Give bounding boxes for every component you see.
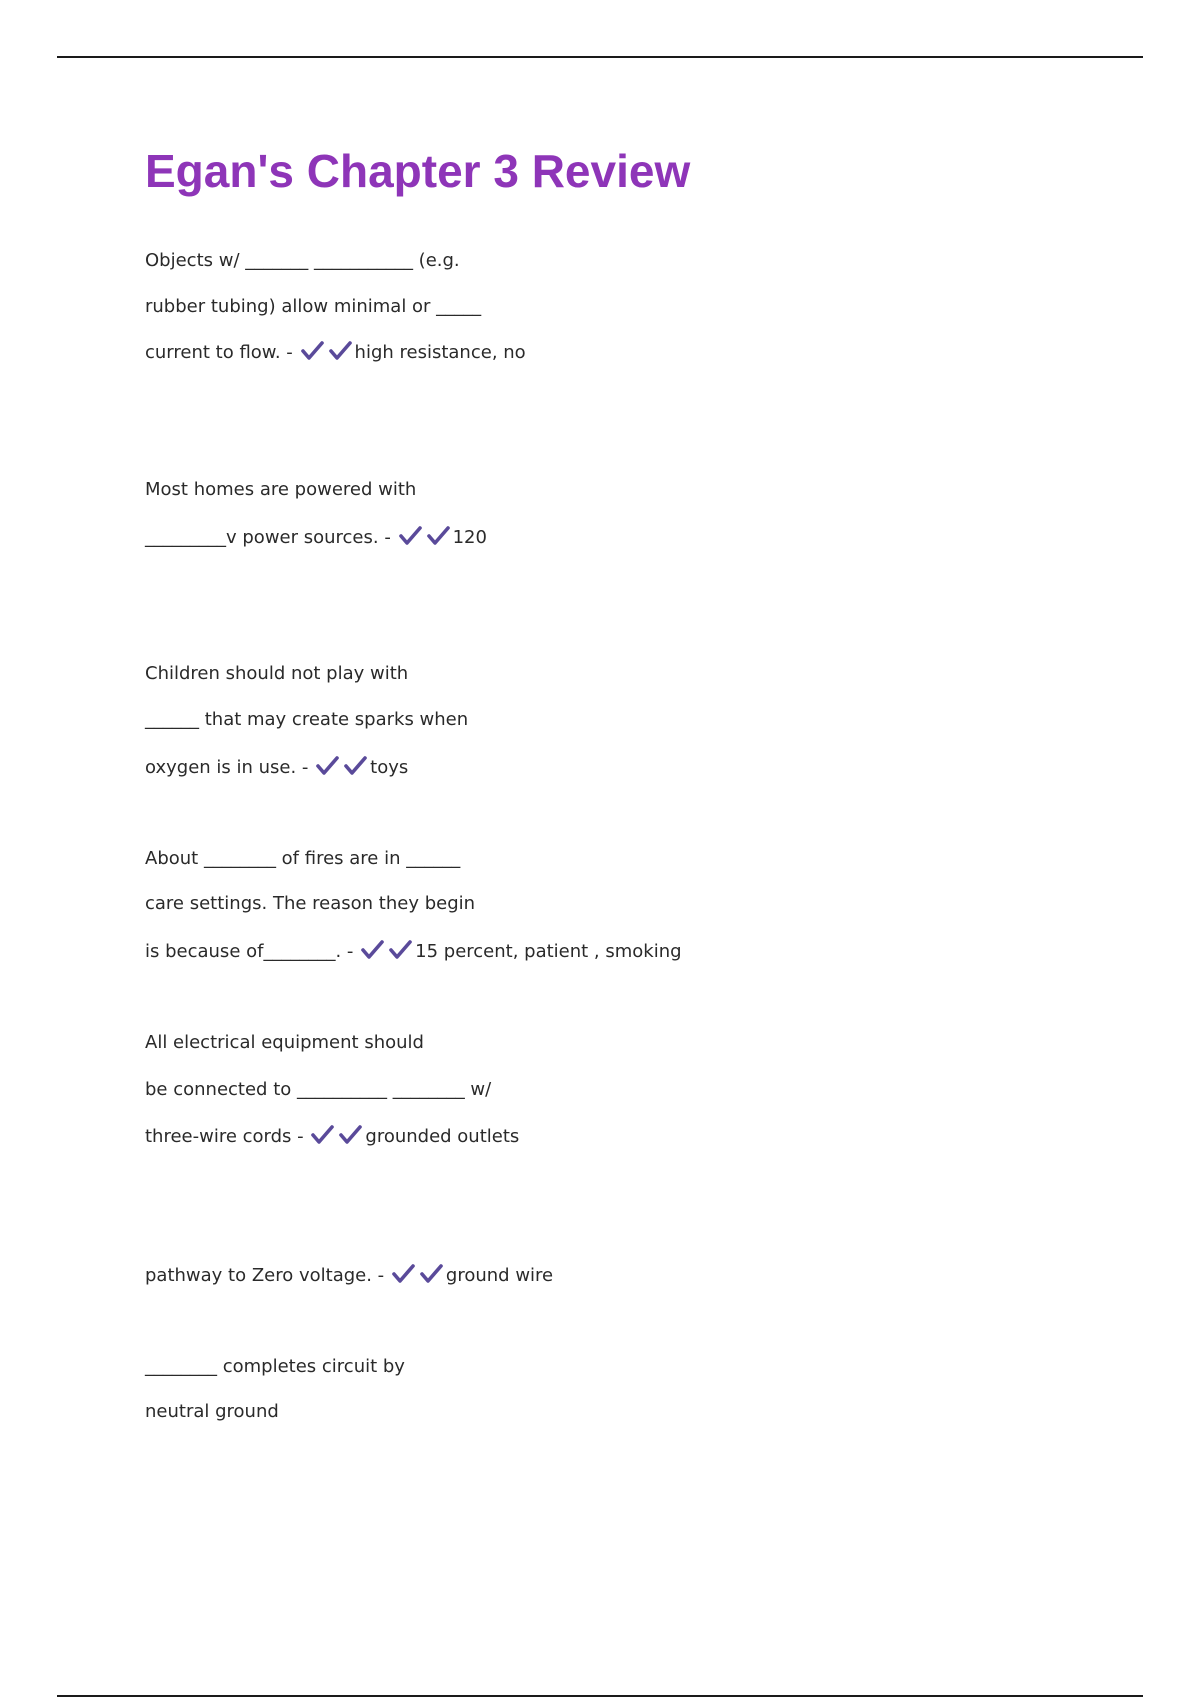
check-icon: [420, 1263, 444, 1285]
card-1-answer-line: [145, 340, 526, 366]
card-4-line-2: care settings. The reason they begin: [145, 893, 476, 914]
document-title: Egan's Chapter 3 Review: [145, 145, 691, 197]
card-4-answer-line: [145, 939, 682, 965]
card-5-line-3: three-wire cords -: [145, 1126, 304, 1147]
card-5-answer: grounded outlets: [365, 1126, 520, 1147]
check-icon: [316, 755, 340, 777]
check-icon: [427, 525, 451, 547]
card-5-line-1: All electrical equipment should: [145, 1032, 424, 1053]
check-icon: [399, 525, 423, 547]
card-1-answer: high resistance, no: [354, 342, 526, 363]
check-icon: [301, 340, 325, 362]
check-icon: [339, 1124, 363, 1146]
check-icon: [329, 340, 353, 362]
card-5-answer-line: [145, 1124, 519, 1150]
card-2-line-2: _________v power sources. -: [145, 527, 391, 548]
card-4-line-1: About ________ of fires are in ______: [145, 848, 461, 869]
card-2-answer: 120: [452, 527, 487, 548]
card-2-answer-line: [145, 525, 487, 551]
card-6-answer-line: [145, 1263, 553, 1289]
bottom-divider: [57, 1695, 1143, 1697]
top-divider: [57, 56, 1143, 58]
card-3-answer: toys: [370, 757, 409, 778]
card-4-answer: 15 percent, patient , smoking: [415, 941, 682, 962]
card-3-line-2: ______ that may create sparks when: [145, 709, 469, 730]
card-7-line-1: ________ completes circuit by: [145, 1356, 405, 1377]
card-1-line-1: Objects w/ _______ ___________ (e.g.: [145, 250, 460, 271]
card-5-line-2: be connected to __________ ________ w/: [145, 1079, 492, 1100]
card-3-line-1: Children should not play with: [145, 663, 409, 684]
card-6-answer: ground wire: [445, 1265, 554, 1286]
card-4-line-3: is because of________. -: [145, 941, 354, 962]
check-icon: [392, 1263, 416, 1285]
check-icon: [311, 1124, 335, 1146]
card-7-line-2: neutral ground: [145, 1401, 279, 1422]
check-icon: [361, 939, 385, 961]
check-icon: [344, 755, 368, 777]
check-icon: [389, 939, 413, 961]
card-1-line-2: rubber tubing) allow minimal or _____: [145, 296, 482, 317]
card-1-line-3: current to flow. -: [145, 342, 293, 363]
card-6-line-1: pathway to Zero voltage. -: [145, 1265, 385, 1286]
card-3-answer-line: [145, 755, 408, 781]
card-3-line-3: oxygen is in use. -: [145, 757, 309, 778]
card-2-line-1: Most homes are powered with: [145, 479, 417, 500]
